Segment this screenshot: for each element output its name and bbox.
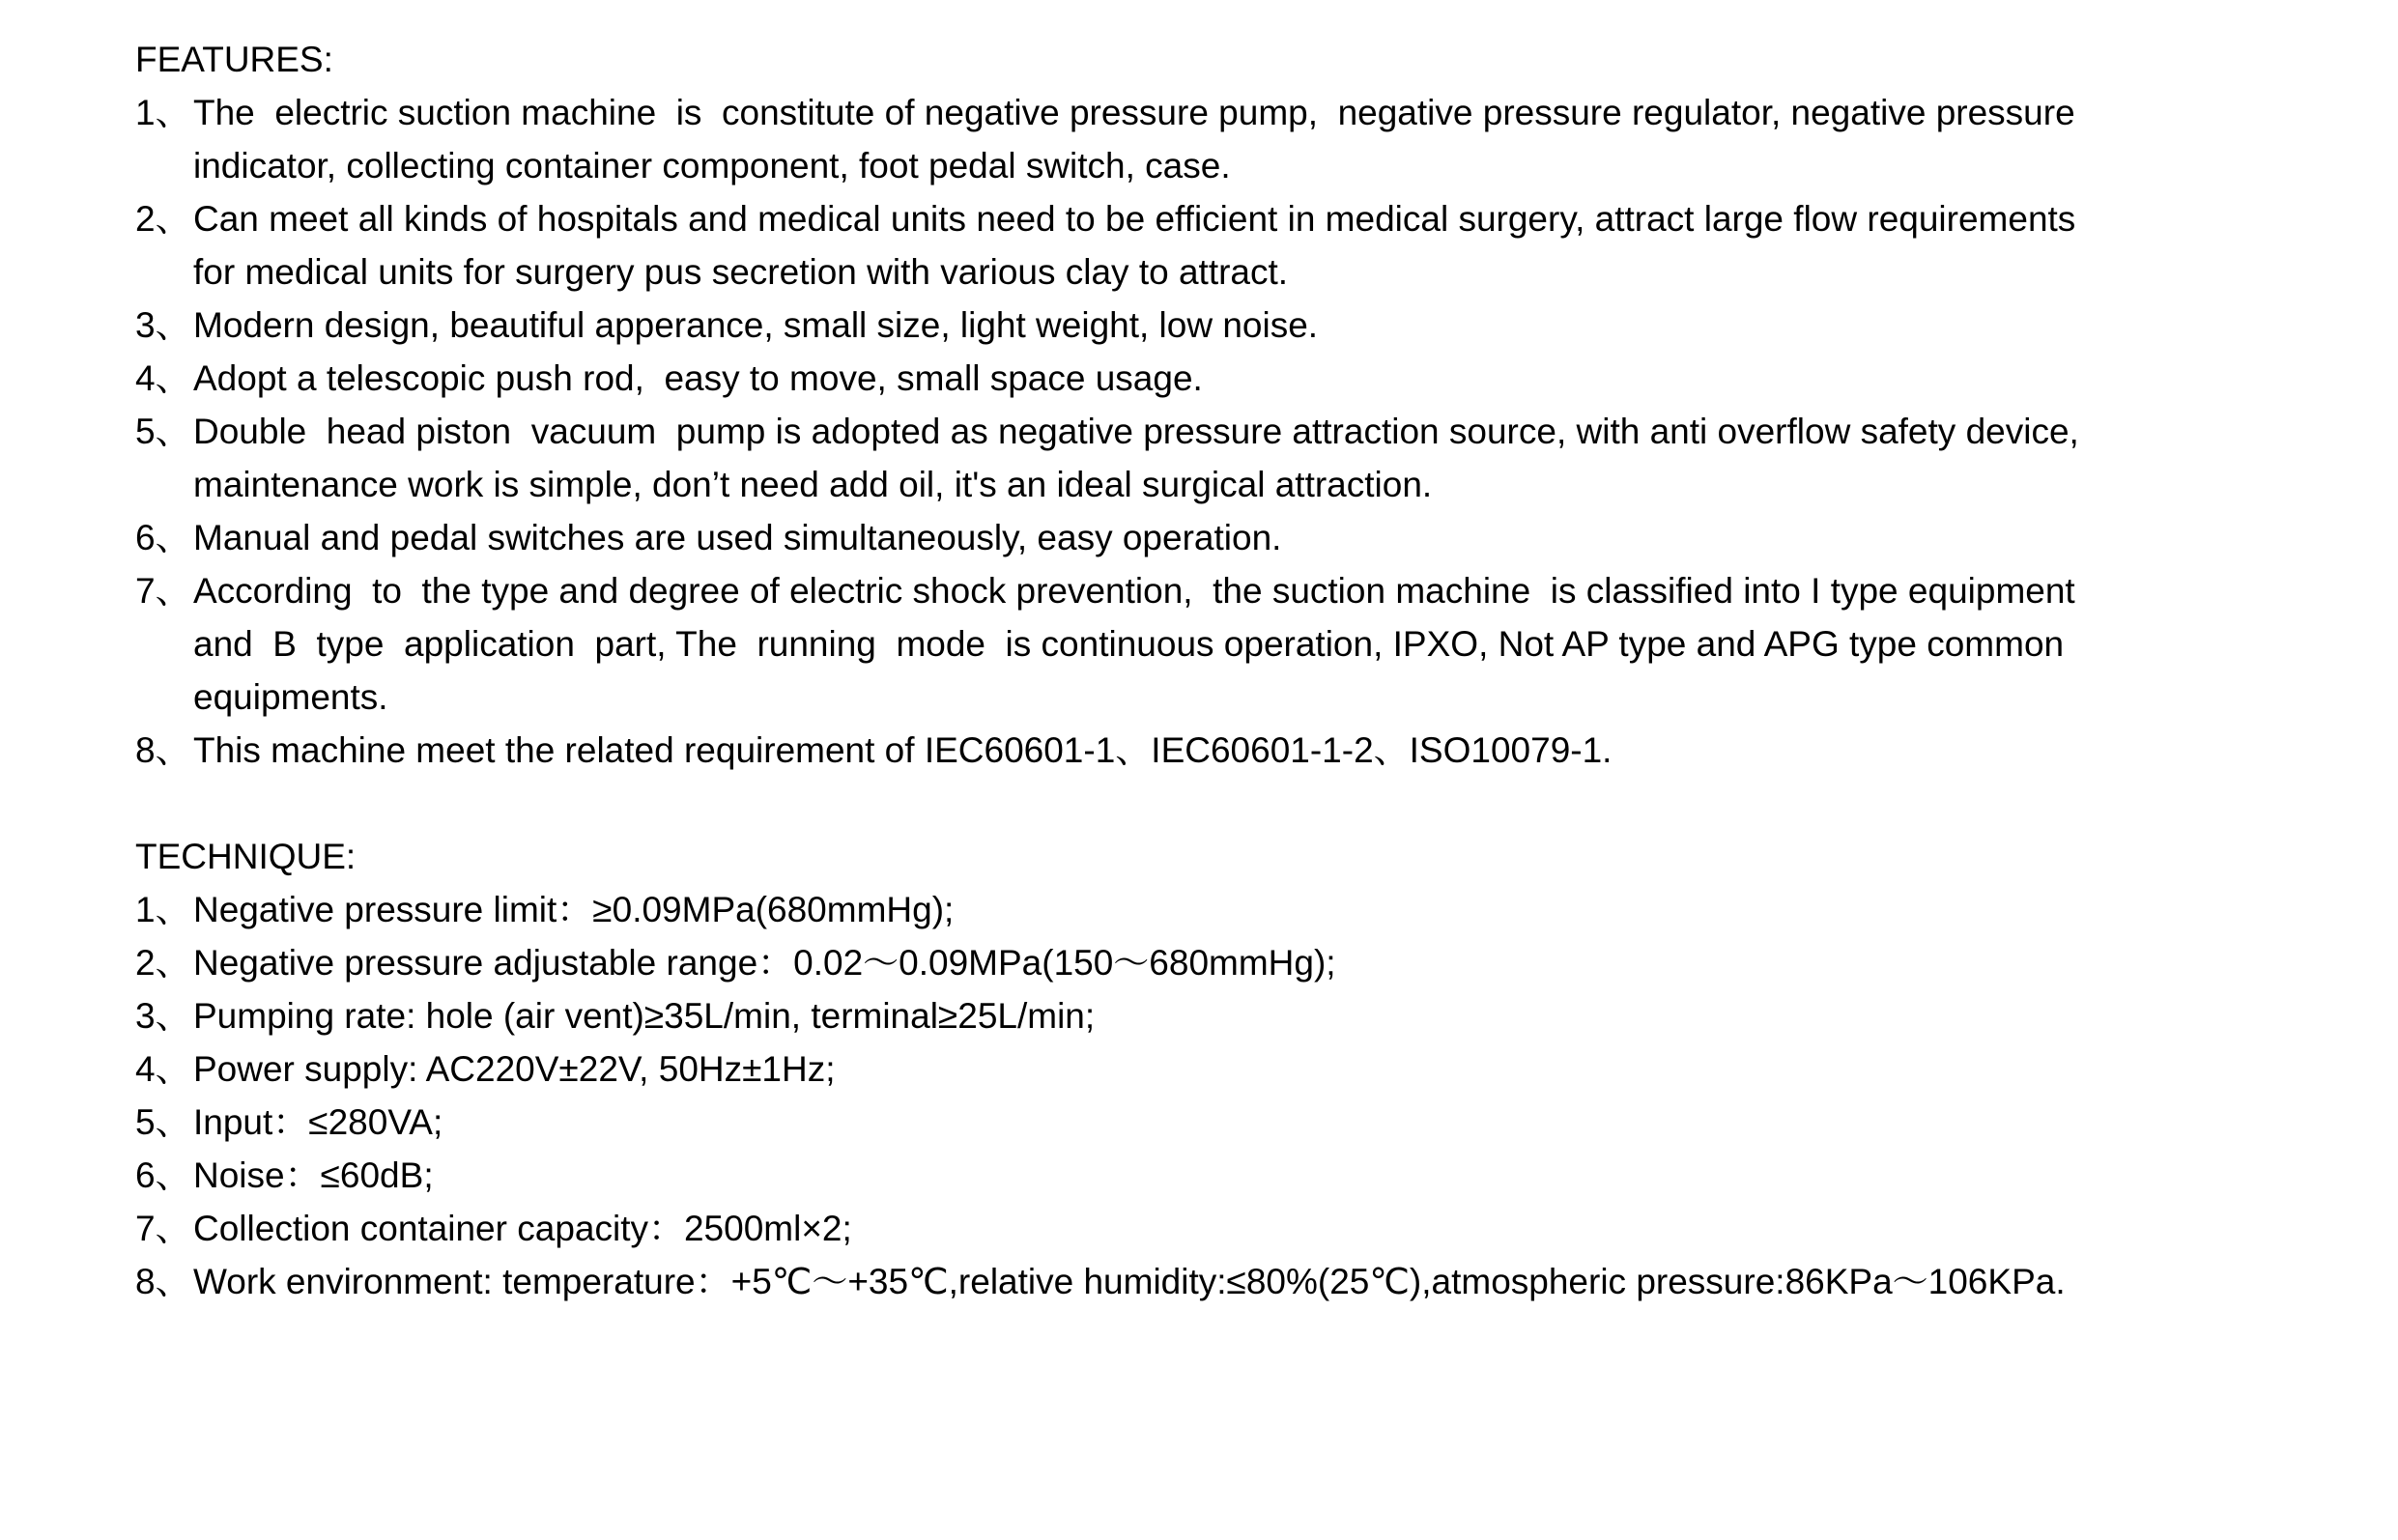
item-text-line: Work environment: temperature：+5℃～+35℃,relative humidity:≤80%(25℃),atmospheric pressure:86KPa～106KPa. [193,1262,2066,1301]
item-number: 2、 [135,943,191,983]
technique-item [135,936,2338,989]
item-text-line: maintenance work is simple, don’t need add oil, it's an ideal surgical attraction. [193,465,1433,504]
item-text [193,299,2338,352]
technique-item [135,1255,2338,1308]
item-number: 1、 [135,890,191,929]
item-number: 6、 [135,518,191,557]
item-text [193,192,2338,299]
section-spacer [135,777,2338,830]
technique-item [135,989,2338,1042]
features-list [135,86,2338,777]
features-section [135,33,2338,777]
item-text-line: Pumping rate: hole (air vent)≥35L/min, terminal≥25L/min; [193,996,1096,1036]
item-number: 4、 [135,358,191,398]
item-number: 5、 [135,412,191,451]
item-text [193,1202,2338,1255]
item-text-line: Power supply: AC220V±22V, 50Hz±1Hz; [193,1049,836,1089]
item-text [193,86,2338,192]
item-number: 8、 [135,1262,191,1301]
item-text [193,883,2338,936]
item-text [193,1042,2338,1096]
item-text-line: The electric suction machine is constitute of negative pressure pump, negative pressure regulator, negative pressure [193,93,2075,132]
item-text-line: Negative pressure limit：≥0.09MPa(680mmHg); [193,890,955,929]
feature-item [135,405,2338,511]
item-text-line: and B type application part, The running mode is continuous operation, IPXO, Not AP type and APG type common [193,624,2065,664]
technique-item [135,883,2338,936]
technique-item [135,1042,2338,1096]
technique-item [135,1202,2338,1255]
item-text-line: Noise：≤60dB; [193,1155,434,1195]
item-text [193,511,2338,564]
item-number: 5、 [135,1102,191,1142]
item-text [193,989,2338,1042]
item-text-line: According to the type and degree of electric shock prevention, the suction machine is classified into I type equipment [193,571,2075,611]
item-text [193,1096,2338,1149]
item-text-line: Adopt a telescopic push rod, easy to move, small space usage. [193,358,1203,398]
feature-item [135,724,2338,777]
item-text-line: Manual and pedal switches are used simultaneously, easy operation. [193,518,1282,557]
item-number: 7、 [135,571,191,611]
item-text [193,936,2338,989]
feature-item [135,511,2338,564]
item-text-line: Negative pressure adjustable range：0.02～0.09MPa(150～680mmHg); [193,943,1336,983]
technique-item [135,1096,2338,1149]
item-text-line: Can meet all kinds of hospitals and medical units need to be efficient in medical surgery, attract large flow requirements [193,199,2076,239]
item-number: 7、 [135,1209,191,1248]
features-heading: FEATURES: [135,40,333,79]
item-number: 3、 [135,996,191,1036]
document-body [135,33,2338,1308]
feature-item [135,192,2338,299]
item-number: 2、 [135,199,191,239]
item-text-line: equipments. [193,677,388,717]
technique-list [135,883,2338,1308]
item-text [193,724,2338,777]
item-number: 4、 [135,1049,191,1089]
item-number: 8、 [135,730,191,770]
item-text [193,1149,2338,1202]
item-text-line: This machine meet the related requirement of IEC60601-1、IEC60601-1-2、ISO10079-1. [193,730,1613,770]
feature-item [135,564,2338,724]
item-number: 1、 [135,93,191,132]
technique-section [135,830,2338,1308]
item-text-line: Modern design, beautiful apperance, small size, light weight, low noise. [193,305,1319,345]
item-text [193,405,2338,511]
item-text-line: Input：≤280VA; [193,1102,443,1142]
item-text-line: indicator, collecting container component, foot pedal switch, case. [193,146,1231,185]
item-text [193,1255,2338,1308]
item-number: 3、 [135,305,191,345]
technique-heading: TECHNIQUE: [135,837,357,876]
item-text [193,564,2338,724]
item-text-line: Collection container capacity：2500ml×2; [193,1209,852,1248]
feature-item [135,352,2338,405]
item-text-line: for medical units for surgery pus secretion with various clay to attract. [193,252,1289,292]
feature-item [135,299,2338,352]
item-text-line: Double head piston vacuum pump is adopted as negative pressure attraction source, with anti overflow safety device, [193,412,2079,451]
technique-item [135,1149,2338,1202]
feature-item [135,86,2338,192]
item-text [193,352,2338,405]
item-number: 6、 [135,1155,191,1195]
